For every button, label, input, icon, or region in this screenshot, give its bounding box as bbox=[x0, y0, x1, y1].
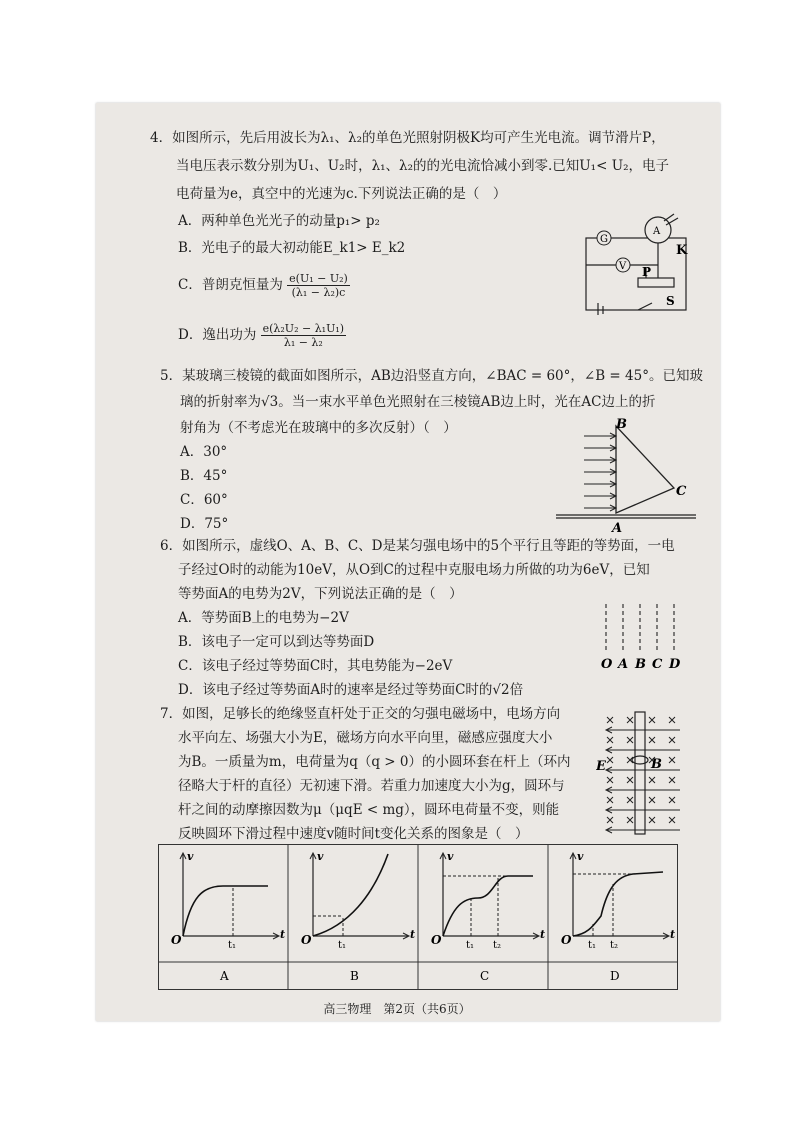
v-axis-label: v bbox=[317, 850, 324, 863]
v-t-curve bbox=[443, 876, 533, 936]
q6-equipotential-figure bbox=[596, 602, 688, 672]
q4-option-d-denominator: λ₁ − λ₂ bbox=[283, 336, 323, 349]
equipotential-label-c: C bbox=[652, 657, 663, 672]
prism-triangle bbox=[616, 426, 674, 513]
magnetic-field-cross-icon bbox=[669, 757, 675, 763]
magnetic-field-cross-icon bbox=[627, 797, 633, 803]
origin-label: O bbox=[301, 933, 312, 947]
q5-option-b: B．45° bbox=[180, 468, 228, 484]
t-axis-label: t bbox=[280, 928, 286, 941]
q7-graph-table bbox=[158, 844, 678, 990]
q4-option-b: B．光电子的最大初动能E_k1> E_k2 bbox=[178, 240, 406, 256]
magnetic-field-cross-icon bbox=[649, 737, 655, 743]
q7-line-1: 7．如图，足够长的绝缘竖直杆处于正交的匀强电磁场中，电场方向 bbox=[160, 706, 561, 722]
q4-line-1: 4．如图所示，先后用波长为λ₁、λ₂的单色光照射阴极K均可产生光电流。调节滑片P， bbox=[150, 130, 665, 146]
magnetic-field-cross-icon bbox=[607, 817, 613, 823]
origin-label: O bbox=[561, 933, 572, 947]
q4-option-d-numerator: e(λ₂U₂ − λ₁U₁) bbox=[262, 322, 345, 335]
q4-circuit-figure bbox=[578, 210, 696, 315]
q6-option-a: A．等势面B上的电势为−2V bbox=[178, 610, 349, 626]
equipotential-label-o: O bbox=[601, 657, 613, 672]
q5-option-c: C．60° bbox=[180, 492, 228, 508]
q6-option-c: C．该电子经过等势面C时，其电势能为−2eV bbox=[178, 658, 453, 674]
graph-c bbox=[431, 850, 545, 983]
magnetic-field-cross-icon bbox=[669, 717, 675, 723]
rheostat bbox=[638, 278, 674, 287]
t1-label: t₁ bbox=[466, 940, 475, 951]
magnetic-field-cross-icon bbox=[607, 757, 613, 763]
t2-label: t₂ bbox=[610, 940, 619, 951]
t-axis-label: t bbox=[540, 928, 546, 941]
q7-field-figure bbox=[596, 708, 684, 836]
label-b: B bbox=[651, 757, 662, 772]
label-v: V bbox=[619, 261, 627, 272]
label-s: S bbox=[666, 294, 675, 308]
label-e: E bbox=[596, 759, 606, 774]
magnetic-field-cross-icon bbox=[607, 717, 613, 723]
q7-line-2: 水平向左、场强大小为E，磁场方向水平向里，磁感应强度大小 bbox=[178, 730, 553, 746]
q4-option-d-fraction bbox=[261, 322, 346, 349]
q5-line-3: 射角为（不考虑光在玻璃中的多次反射）（ ） bbox=[180, 420, 457, 436]
magnetic-field-cross-icon bbox=[627, 717, 633, 723]
q4-option-c-fraction bbox=[287, 272, 350, 299]
equipotential-label-a: A bbox=[618, 657, 629, 672]
q6-line-1: 6．如图所示，虚线O、A、B、C、D是某匀强电场中的5个平行且等距的等势面，一电 bbox=[160, 538, 675, 554]
magnetic-field-cross-icon bbox=[607, 737, 613, 743]
magnetic-field-cross-icon bbox=[649, 797, 655, 803]
magnetic-field-cross-icon bbox=[607, 797, 613, 803]
t-axis-label: t bbox=[410, 928, 416, 941]
magnetic-field-cross-icon bbox=[649, 717, 655, 723]
q4-option-c-denominator: (λ₁ − λ₂)c bbox=[291, 286, 346, 299]
t1-label: t₁ bbox=[588, 940, 597, 951]
label-p: P bbox=[642, 265, 652, 279]
t2-label: t₂ bbox=[493, 940, 502, 951]
magnetic-field-cross-icon bbox=[627, 737, 633, 743]
graph-option-label: A bbox=[220, 969, 229, 983]
v-t-curve bbox=[313, 854, 388, 936]
graph-a bbox=[171, 850, 285, 983]
v-axis-label: v bbox=[577, 850, 584, 863]
magnetic-field-cross-icon bbox=[627, 777, 633, 783]
origin-label: O bbox=[171, 933, 182, 947]
label-c: C bbox=[676, 484, 687, 499]
label-b: B bbox=[616, 418, 627, 432]
graph-option-label: C bbox=[480, 969, 490, 983]
q7-line-4: 径略大于杆的直径）无初速下滑。若重力加速度大小为g，圆环与 bbox=[178, 778, 565, 794]
label-a: A bbox=[653, 226, 661, 237]
graph-b bbox=[301, 850, 415, 983]
magnetic-field-cross-icon bbox=[649, 777, 655, 783]
q6-option-b: B．该电子一定可以到达等势面D bbox=[178, 634, 375, 650]
q5-option-d: D．75° bbox=[180, 516, 229, 532]
q6-option-d: D．该电子经过等势面A时的速率是经过等势面C时的√2倍 bbox=[178, 682, 524, 698]
q7-line-6: 反映圆环下滑过程中速度v随时间t变化关系的图象是（ ） bbox=[178, 826, 529, 842]
graph-d bbox=[561, 850, 675, 983]
q6-line-3: 等势面A的电势为2V，下列说法正确的是（ ） bbox=[178, 586, 463, 602]
q4-line-2: 当电压表示数分别为U₁、U₂时，λ₁、λ₂的的光电流恰减小到零.已知U₁< U₂，电子 bbox=[176, 158, 669, 174]
magnetic-field-cross-icon bbox=[607, 777, 613, 783]
q4-option-c bbox=[178, 272, 350, 299]
magnetic-field-cross-icon bbox=[669, 777, 675, 783]
q5-option-a: A．30° bbox=[180, 444, 228, 460]
q7-line-3: 为B。一质量为m，电荷量为q（q > 0）的小圆环套在杆上（环内 bbox=[178, 754, 571, 770]
q4-option-c-numerator: e(U₁ − U₂) bbox=[289, 272, 348, 285]
v-t-curve bbox=[573, 872, 663, 936]
magnetic-field-cross-icon bbox=[669, 817, 675, 823]
page-footer: 高三物理 第2页（共6页） bbox=[323, 1002, 471, 1016]
equipotential-label-b: B bbox=[635, 657, 646, 672]
t1-label: t₁ bbox=[338, 940, 347, 951]
q4-option-d bbox=[178, 322, 346, 349]
q4-option-c-prefix: C．普朗克恒量为 bbox=[178, 277, 283, 293]
q4-line-3: 电荷量为e，真空中的光速为c.下列说法正确的是（ ） bbox=[176, 186, 507, 202]
t1-label: t₁ bbox=[228, 940, 237, 951]
magnetic-field-cross-icon bbox=[649, 817, 655, 823]
graph-option-label: D bbox=[610, 969, 620, 983]
label-k: K bbox=[676, 243, 688, 258]
q6-line-2: 子经过O时的动能为10eV，从O到C的过程中克服电场力所做的功为6eV，已知 bbox=[178, 562, 650, 578]
graph-option-label: B bbox=[350, 969, 359, 983]
q4-option-d-prefix: D．逸出功为 bbox=[178, 327, 257, 343]
origin-label: O bbox=[431, 933, 442, 947]
magnetic-field-cross-icon bbox=[669, 797, 675, 803]
equipotential-label-d: D bbox=[669, 657, 681, 672]
v-t-curve bbox=[183, 886, 268, 936]
magnetic-field-cross-icon bbox=[627, 817, 633, 823]
q4-option-a: A．两种单色光光子的动量p₁> p₂ bbox=[178, 213, 380, 229]
v-axis-label: v bbox=[187, 850, 194, 863]
t-axis-label: t bbox=[670, 928, 676, 941]
q5-prism-figure bbox=[556, 418, 696, 536]
label-a: A bbox=[612, 521, 623, 536]
q5-line-1: 5．某玻璃三棱镜的截面如图所示，AB边沿竖直方向，∠BAC = 60°，∠B = 45°。已知玻 bbox=[160, 368, 703, 384]
q7-line-5: 杆之间的动摩擦因数为μ（μqE < mg），圆环电荷量不变，则能 bbox=[178, 802, 560, 818]
v-axis-label: v bbox=[447, 850, 454, 863]
magnetic-field-cross-icon bbox=[669, 737, 675, 743]
label-g: G bbox=[600, 234, 608, 245]
q5-line-2: 璃的折射率为√3。当一束水平单色光照射在三棱镜AB边上时，光在AC边上的折 bbox=[180, 394, 656, 410]
